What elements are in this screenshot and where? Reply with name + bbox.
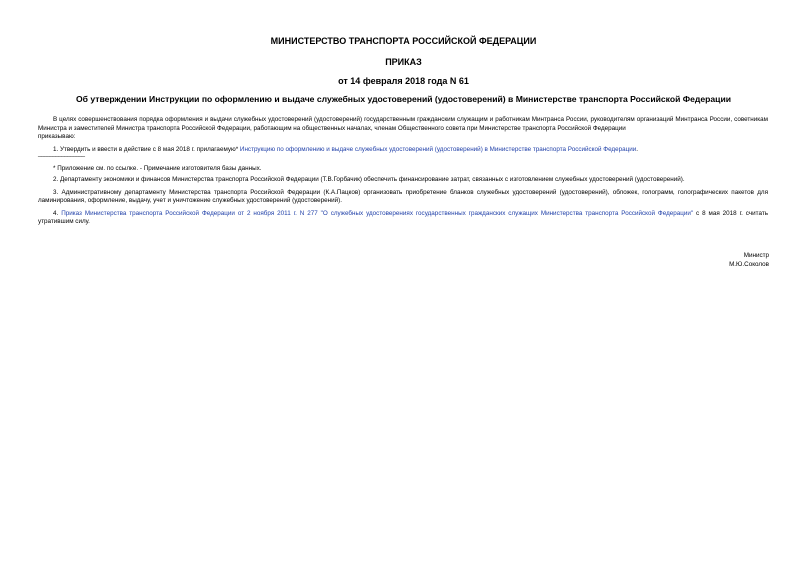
item-4-end: с 8 мая 2018 г. считать утратившим силу. [38, 209, 768, 226]
item-4-num: 4. [53, 209, 59, 217]
item-2: 2. Департаменту экономики и финансов Министерства транспорта Российской Федерации (Т.В.Горбачик) обеспечить финансирование затрат, связанных с изготовлением служебных удостоверений (удостоверений). [53, 175, 685, 183]
item-1-end: . [636, 145, 638, 153]
order-word: приказываю: [38, 133, 76, 141]
item-1-text: 1. Утвердить и ввести в действие с 8 мая 2018 г. прилагаемую* [53, 145, 239, 153]
ministry-heading: МИНИСТЕРСТВО ТРАНСПОРТА РОССИЙСКОЙ ФЕДЕРАЦИИ [270, 36, 537, 46]
item-3: 3. Административному департаменту Министерства транспорта Российской Федерации (К.А.Пацков) организовать приобретение бланков служебных удостоверений (удостоверений), обложек, голограмм, голографических пакетов для ламинирования, оформление, выдачу, учет и уничтожение служебных удостоверений (удостоверений). [38, 188, 768, 205]
item-1 [38, 146, 768, 155]
item-4 [38, 210, 768, 227]
signature-block [729, 251, 769, 269]
preamble-text: В целях совершенствования порядка оформления и выдачи служебных удостоверений (удостоверений) государственным гражданским служащим и работникам Минтранса России, руководителям организаций Минтранса России, советникам Министра и заместителей Министра транспорта Российской Федерации, работающим на общественных началах, членам Общественного совета при Министерстве транспорта Российской Федерации [38, 116, 768, 132]
order-277-link[interactable]: Приказ Министерства транспорта Российской Федерации от 2 ноября 2011 г. N 277 "О служебных удостоверениях государственных гражданских служащих Министерства транспорта Российской Федерации" [61, 209, 694, 217]
signature-title: Министр [743, 252, 769, 259]
footnote-separator-row [38, 150, 768, 162]
subject-heading: Об утверждении Инструкции по оформлению и выдаче служебных удостоверений (удостоверений) в Министерстве транспорта Российской Федерации [75, 94, 732, 104]
footnote-separator: ________________ [38, 150, 85, 158]
document-body [38, 116, 768, 227]
instruction-link[interactable]: Инструкцию по оформлению и выдаче служебных удостоверений (удостоверений) в Министерстве транспорта Российской Федерации [239, 145, 637, 153]
date-number-heading: от 14 февраля 2018 года N 61 [338, 76, 469, 86]
doc-type-heading: ПРИКАЗ [385, 57, 422, 67]
footnote-text: * Приложение см. по ссылке. - Примечание изготовителя базы данных. [53, 165, 262, 173]
signature-name: М.Ю.Соколов [729, 261, 769, 268]
